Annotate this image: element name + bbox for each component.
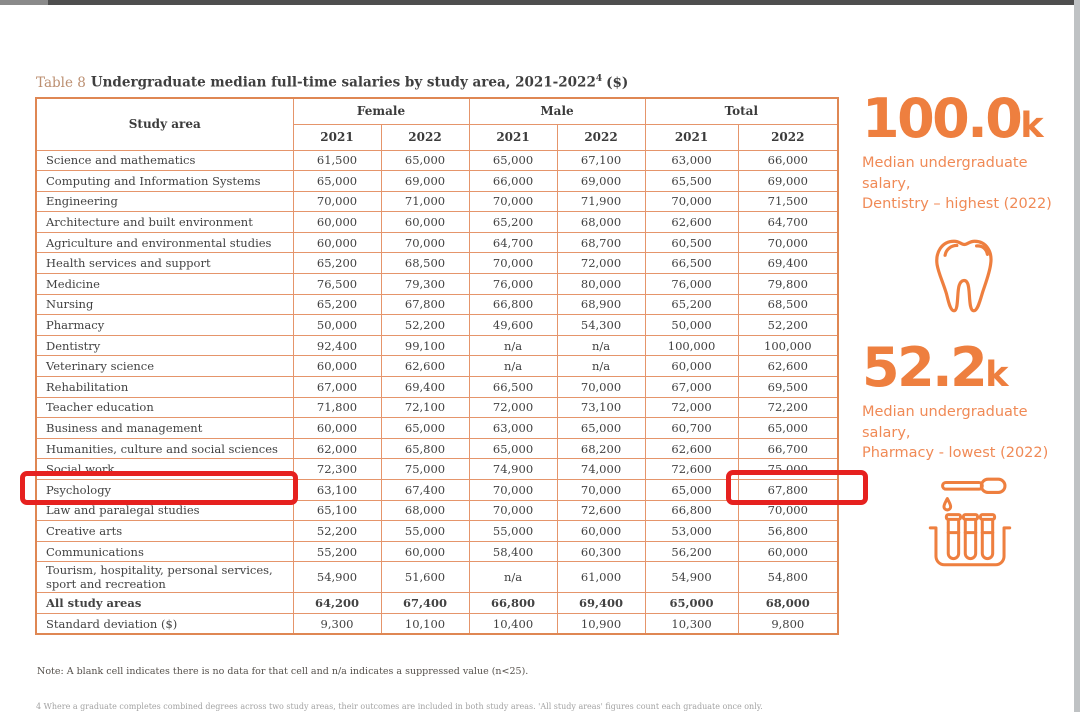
- salary-value-cell: 74,900: [469, 459, 557, 480]
- highlight-box-total-2022-cell: [726, 470, 868, 505]
- salary-value-cell: 67,100: [557, 150, 645, 171]
- salary-value-cell: 72,000: [469, 397, 557, 418]
- salary-value-cell: 63,000: [645, 150, 738, 171]
- callout-caption-line1: Median undergraduate salary,: [862, 155, 1028, 192]
- salary-value-cell: 51,600: [381, 562, 469, 593]
- salary-value-cell: 71,800: [293, 397, 381, 418]
- salary-value-cell: 71,000: [381, 191, 469, 212]
- tooth-icon: [922, 229, 1018, 323]
- callout-caption: [862, 153, 1078, 215]
- salary-value-cell: 72,600: [645, 459, 738, 480]
- salary-value-cell: 54,800: [738, 562, 838, 593]
- table-body: [36, 150, 838, 634]
- salary-value-cell: 55,000: [469, 521, 557, 542]
- salary-value-cell: 60,000: [293, 232, 381, 253]
- callout-caption-line2: Dentistry – highest (2022): [862, 196, 1052, 213]
- study-area-cell: Health services and support: [36, 253, 293, 274]
- salary-value-cell: 64,700: [738, 212, 838, 233]
- salary-value-cell: 72,000: [557, 253, 645, 274]
- salary-value-cell: 60,000: [738, 541, 838, 562]
- header-group-total: Total: [645, 98, 838, 124]
- salary-value-cell: 64,200: [293, 593, 381, 614]
- salary-value-cell: 60,000: [645, 356, 738, 377]
- salary-value-cell: 70,000: [381, 232, 469, 253]
- salary-value-cell: 68,000: [557, 212, 645, 233]
- salary-value-cell: 70,000: [645, 191, 738, 212]
- salary-value-cell: 10,400: [469, 613, 557, 634]
- salary-value-cell: 71,900: [557, 191, 645, 212]
- study-area-cell: Nursing: [36, 294, 293, 315]
- salary-value-cell: 53,000: [645, 521, 738, 542]
- salary-value-cell: 68,500: [738, 294, 838, 315]
- salary-value-cell: 9,300: [293, 613, 381, 634]
- salary-value-cell: 65,000: [381, 150, 469, 171]
- study-area-cell: Computing and Information Systems: [36, 171, 293, 192]
- salary-value-cell: 67,800: [381, 294, 469, 315]
- salary-value-cell: 61,000: [557, 562, 645, 593]
- table-row: [36, 541, 838, 562]
- salary-value-cell: 66,800: [645, 500, 738, 521]
- salary-value-cell: 60,000: [557, 521, 645, 542]
- header-year: 2022: [738, 124, 838, 150]
- study-area-cell: Law and paralegal studies: [36, 500, 293, 521]
- title-units: ($): [606, 74, 629, 91]
- salary-value-cell: 9,800: [738, 613, 838, 634]
- study-area-cell: Engineering: [36, 191, 293, 212]
- callout-value: [862, 87, 1078, 150]
- table-row: [36, 232, 838, 253]
- salary-value-cell: 65,000: [738, 418, 838, 439]
- salary-value-cell: 65,000: [469, 438, 557, 459]
- table-row: [36, 521, 838, 542]
- salary-value-cell: 54,900: [645, 562, 738, 593]
- salary-value-cell: 65,100: [293, 500, 381, 521]
- salary-value-cell: 55,000: [381, 521, 469, 542]
- salary-value-cell: 70,000: [738, 500, 838, 521]
- salary-value-cell: 50,000: [645, 315, 738, 336]
- salary-value-cell: 74,000: [557, 459, 645, 480]
- salary-value-cell: 56,800: [738, 521, 838, 542]
- salary-value-cell: 62,600: [645, 438, 738, 459]
- salary-value-cell: 92,400: [293, 335, 381, 356]
- callout-dentistry-highest: [862, 87, 1078, 323]
- salary-value-cell: 68,200: [557, 438, 645, 459]
- table-title: [36, 74, 628, 91]
- salary-value-cell: 49,600: [469, 315, 557, 336]
- salary-value-cell: 65,000: [557, 418, 645, 439]
- table-row: [36, 397, 838, 418]
- salary-value-cell: 67,400: [381, 480, 469, 501]
- salary-value-cell: 99,100: [381, 335, 469, 356]
- table-row: [36, 418, 838, 439]
- salary-value-cell: 68,500: [381, 253, 469, 274]
- salary-value-cell: 70,000: [293, 191, 381, 212]
- callout-value: [862, 336, 1078, 399]
- salary-value-cell: 70,000: [469, 253, 557, 274]
- test-tubes-icon: [918, 474, 1022, 578]
- salary-value-cell: 52,200: [381, 315, 469, 336]
- salary-value-cell: 62,600: [645, 212, 738, 233]
- salary-value-cell: 72,200: [738, 397, 838, 418]
- callout-value-unit: k: [1020, 106, 1044, 146]
- salary-value-cell: 60,500: [645, 232, 738, 253]
- salary-value-cell: 70,000: [738, 232, 838, 253]
- salary-value-cell: 63,000: [469, 418, 557, 439]
- table-row: [36, 274, 838, 295]
- table-row: [36, 253, 838, 274]
- salary-value-cell: 52,200: [293, 521, 381, 542]
- study-area-cell: Pharmacy: [36, 315, 293, 336]
- salary-value-cell: 66,500: [469, 377, 557, 398]
- salary-value-cell: 69,000: [557, 171, 645, 192]
- table-row: [36, 356, 838, 377]
- table-row: [36, 315, 838, 336]
- callout-caption: [862, 402, 1078, 464]
- table-note: Note: A blank cell indicates there is no data for that cell and n/a indicates a suppressed value (n<25).: [37, 666, 529, 677]
- table-row: [36, 593, 838, 614]
- salary-value-cell: 54,300: [557, 315, 645, 336]
- salary-value-cell: 73,100: [557, 397, 645, 418]
- title-footnote-marker: 4: [595, 74, 603, 84]
- study-area-cell: Rehabilitation: [36, 377, 293, 398]
- salary-value-cell: 69,400: [557, 593, 645, 614]
- table-row: [36, 438, 838, 459]
- salary-value-cell: 68,700: [557, 232, 645, 253]
- salary-value-cell: 58,400: [469, 541, 557, 562]
- salary-value-cell: 66,700: [738, 438, 838, 459]
- table-title-text: Undergraduate median full-time salaries by study area, 2021-2022: [90, 74, 596, 91]
- salary-value-cell: 67,000: [293, 377, 381, 398]
- salary-value-cell: 60,000: [293, 356, 381, 377]
- table-number-label: Table 8: [36, 74, 86, 91]
- study-area-cell: Creative arts: [36, 521, 293, 542]
- table-row: [36, 377, 838, 398]
- salary-value-cell: 66,500: [645, 253, 738, 274]
- salary-value-cell: 71,500: [738, 191, 838, 212]
- salary-value-cell: 65,000: [645, 480, 738, 501]
- salary-value-cell: 62,600: [381, 356, 469, 377]
- salary-value-cell: 64,700: [469, 232, 557, 253]
- salary-value-cell: 76,000: [469, 274, 557, 295]
- salary-value-cell: 76,000: [645, 274, 738, 295]
- table-row: [36, 150, 838, 171]
- salary-value-cell: 70,000: [469, 480, 557, 501]
- salary-value-cell: 70,000: [557, 377, 645, 398]
- salary-value-cell: 68,000: [738, 593, 838, 614]
- salary-value-cell: 65,200: [645, 294, 738, 315]
- salary-value-cell: n/a: [557, 335, 645, 356]
- salary-value-cell: 65,000: [645, 593, 738, 614]
- salary-value-cell: 75,000: [381, 459, 469, 480]
- salary-value-cell: n/a: [469, 335, 557, 356]
- salary-value-cell: 60,000: [381, 541, 469, 562]
- salary-table: [35, 97, 839, 635]
- salary-value-cell: 60,300: [557, 541, 645, 562]
- salary-value-cell: 66,800: [469, 294, 557, 315]
- salary-value-cell: 66,000: [469, 171, 557, 192]
- salary-value-cell: 79,300: [381, 274, 469, 295]
- study-area-cell: All study areas: [36, 593, 293, 614]
- salary-value-cell: 60,000: [381, 212, 469, 233]
- callout-value-unit: k: [985, 355, 1009, 395]
- salary-value-cell: 67,800: [738, 480, 838, 501]
- salary-value-cell: 10,300: [645, 613, 738, 634]
- salary-value-cell: 69,000: [381, 171, 469, 192]
- header-year: 2022: [557, 124, 645, 150]
- salary-value-cell: n/a: [469, 562, 557, 593]
- salary-value-cell: 10,900: [557, 613, 645, 634]
- study-area-cell: Business and management: [36, 418, 293, 439]
- header-year: 2022: [381, 124, 469, 150]
- callout-pharmacy-lowest: [862, 336, 1078, 578]
- salary-value-cell: 68,900: [557, 294, 645, 315]
- salary-value-cell: 72,300: [293, 459, 381, 480]
- salary-value-cell: 65,000: [293, 171, 381, 192]
- salary-value-cell: 100,000: [738, 335, 838, 356]
- salary-value-cell: 72,000: [645, 397, 738, 418]
- study-area-cell: Standard deviation ($): [36, 613, 293, 634]
- callout-caption-line1: Median undergraduate salary,: [862, 404, 1028, 441]
- study-area-cell: Medicine: [36, 274, 293, 295]
- callout-caption-line2: Pharmacy - lowest (2022): [862, 445, 1049, 462]
- study-area-cell: Veterinary science: [36, 356, 293, 377]
- header-study-area: Study area: [36, 98, 293, 150]
- salary-value-cell: 65,800: [381, 438, 469, 459]
- callout-value-number: 52.2: [862, 336, 986, 399]
- salary-value-cell: 66,000: [738, 150, 838, 171]
- viewer-top-bar-segment: [0, 0, 48, 5]
- salary-value-cell: 60,000: [293, 212, 381, 233]
- salary-value-cell: 10,100: [381, 613, 469, 634]
- header-year: 2021: [293, 124, 381, 150]
- salary-value-cell: 100,000: [645, 335, 738, 356]
- salary-value-cell: 67,000: [645, 377, 738, 398]
- salary-value-cell: 62,600: [738, 356, 838, 377]
- salary-value-cell: 75,000: [738, 459, 838, 480]
- salary-value-cell: 67,400: [381, 593, 469, 614]
- salary-value-cell: 61,500: [293, 150, 381, 171]
- salary-value-cell: 80,000: [557, 274, 645, 295]
- salary-value-cell: 56,200: [645, 541, 738, 562]
- study-area-cell: Teacher education: [36, 397, 293, 418]
- study-area-cell: Tourism, hospitality, personal services, sport and recreation: [36, 562, 293, 593]
- salary-value-cell: 72,600: [557, 500, 645, 521]
- salary-value-cell: 54,900: [293, 562, 381, 593]
- table-row: [36, 191, 838, 212]
- salary-value-cell: 52,200: [738, 315, 838, 336]
- salary-value-cell: 60,000: [293, 418, 381, 439]
- header-year: 2021: [469, 124, 557, 150]
- salary-value-cell: 65,000: [469, 150, 557, 171]
- salary-value-cell: 65,200: [293, 294, 381, 315]
- table-row: [36, 212, 838, 233]
- callout-value-number: 100.0: [862, 87, 1021, 150]
- header-year: 2021: [645, 124, 738, 150]
- salary-value-cell: 63,100: [293, 480, 381, 501]
- viewer-top-bar: [0, 0, 1080, 5]
- study-area-cell: Science and mathematics: [36, 150, 293, 171]
- salary-value-cell: 69,000: [738, 171, 838, 192]
- salary-value-cell: 69,400: [738, 253, 838, 274]
- salary-value-cell: 68,000: [381, 500, 469, 521]
- table-row: [36, 171, 838, 192]
- table-row: [36, 562, 838, 593]
- study-area-cell: Architecture and built environment: [36, 212, 293, 233]
- salary-value-cell: 72,100: [381, 397, 469, 418]
- salary-value-cell: 60,700: [645, 418, 738, 439]
- salary-value-cell: 55,200: [293, 541, 381, 562]
- salary-value-cell: 62,000: [293, 438, 381, 459]
- study-area-cell: Psychology: [36, 480, 293, 501]
- table-row: [36, 613, 838, 634]
- study-area-cell: Social work: [36, 459, 293, 480]
- salary-value-cell: 65,500: [645, 171, 738, 192]
- salary-value-cell: 69,400: [381, 377, 469, 398]
- header-group-male: Male: [469, 98, 645, 124]
- highlight-box-social-work-row: [20, 471, 298, 505]
- salary-value-cell: 69,500: [738, 377, 838, 398]
- salary-value-cell: n/a: [557, 356, 645, 377]
- salary-value-cell: 66,800: [469, 593, 557, 614]
- salary-value-cell: 70,000: [469, 500, 557, 521]
- study-area-cell: Humanities, culture and social sciences: [36, 438, 293, 459]
- study-area-cell: Agriculture and environmental studies: [36, 232, 293, 253]
- salary-value-cell: 65,200: [293, 253, 381, 274]
- salary-value-cell: 76,500: [293, 274, 381, 295]
- salary-value-cell: n/a: [469, 356, 557, 377]
- table-row: [36, 294, 838, 315]
- salary-value-cell: 65,200: [469, 212, 557, 233]
- salary-value-cell: 65,000: [381, 418, 469, 439]
- salary-value-cell: 79,800: [738, 274, 838, 295]
- table-header: [36, 98, 838, 150]
- page-footnote: 4 Where a graduate completes combined degrees across two study areas, their outcomes are included in both study areas. 'All study areas' figures count each graduate once only.: [36, 702, 763, 711]
- study-area-cell: Communications: [36, 541, 293, 562]
- header-group-female: Female: [293, 98, 469, 124]
- salary-value-cell: 70,000: [557, 480, 645, 501]
- study-area-cell: Dentistry: [36, 335, 293, 356]
- salary-value-cell: 50,000: [293, 315, 381, 336]
- salary-value-cell: 70,000: [469, 191, 557, 212]
- table-row: [36, 335, 838, 356]
